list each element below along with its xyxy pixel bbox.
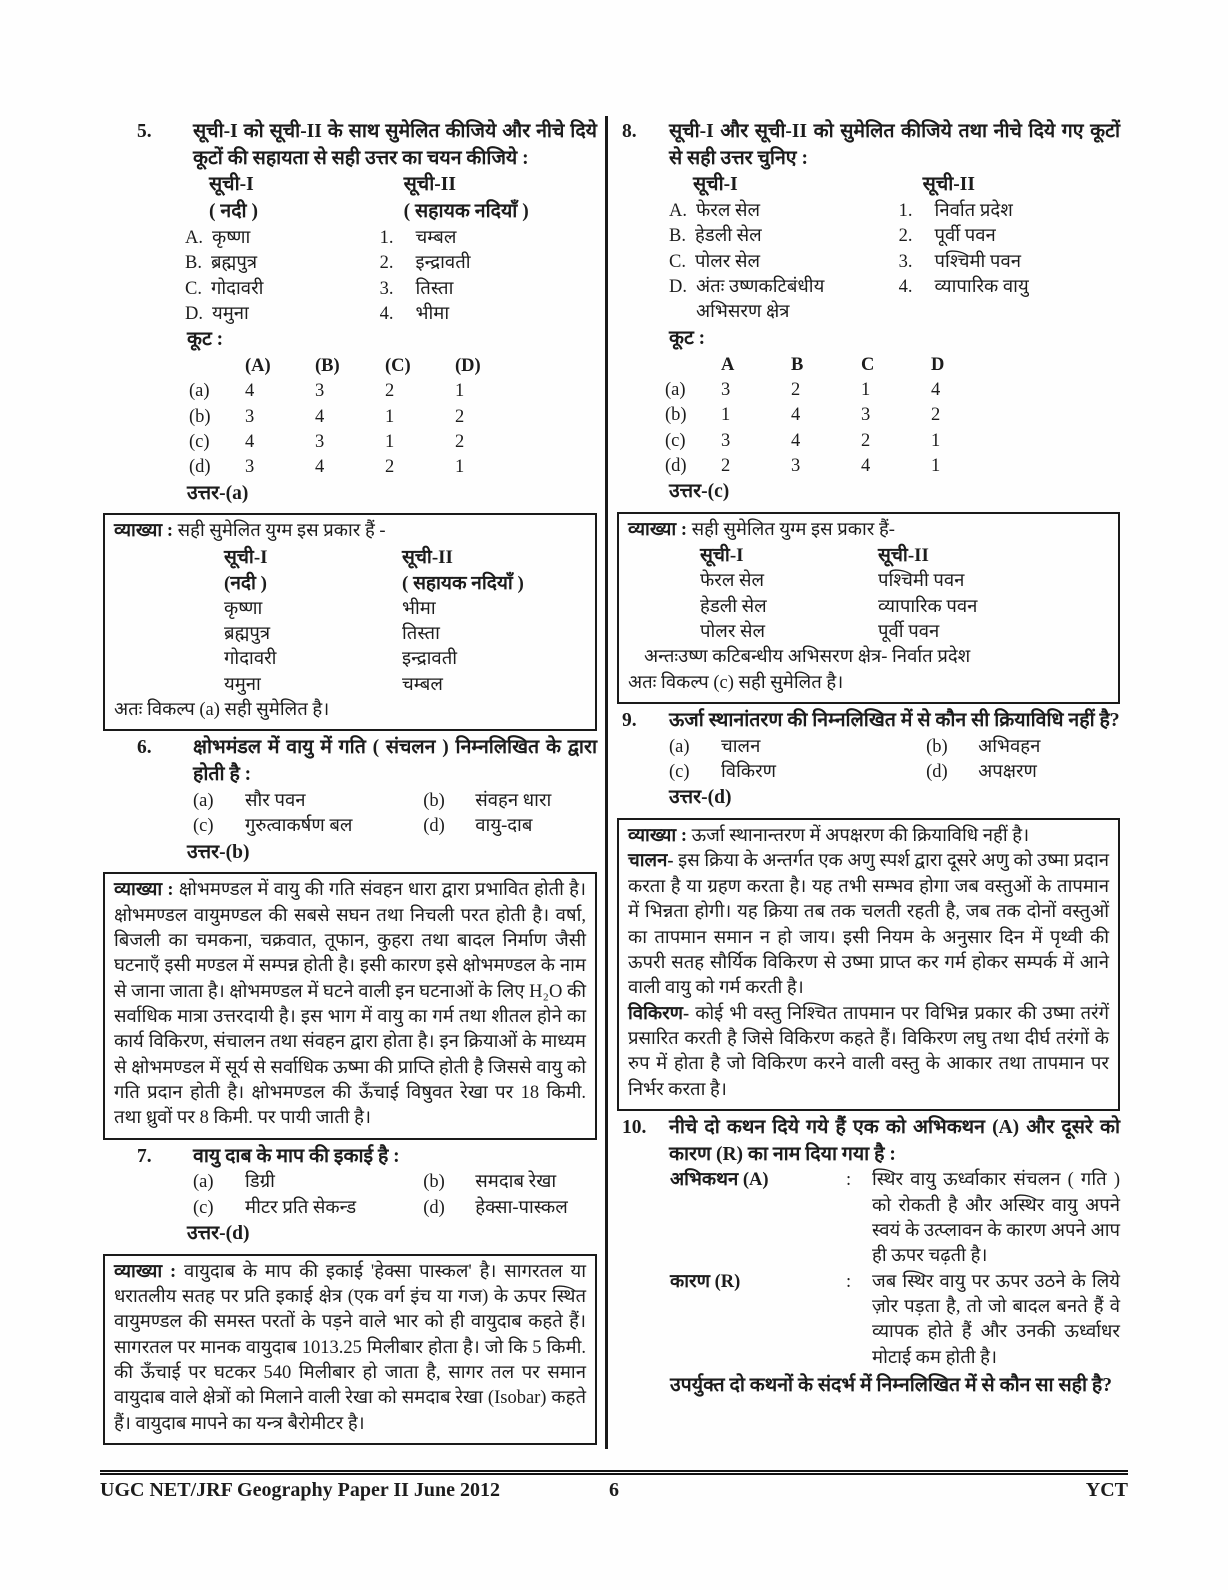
table-cell: 2 (385, 381, 395, 402)
list2-title: सूची-II (403, 174, 456, 196)
list2-subtitle: ( सहायक नदियाँ ) (403, 201, 529, 223)
reason-separator: : (846, 1271, 852, 1292)
assertion-separator: : (846, 1170, 852, 1191)
table-cell: 4 (791, 405, 801, 426)
explanation-intro: व्याख्या : ऊर्जा स्थानान्तरण में अपक्षरण की क्रियाविधि नहीं है। (628, 826, 1030, 847)
explanation-pairs: सूची-I सूची-II (नदी ) ( सहायक नदियाँ ) कृष्णा भीमा ब्रह्मपुत्र तिस्ता गोदावरी इन्द्रावती यमुना चम्बल (224, 545, 524, 698)
option-b: (b) समदाब रेखा (423, 1172, 557, 1193)
table-cell: 1 (385, 406, 395, 427)
question-number: 8. (622, 121, 637, 142)
question-number: 5. (137, 121, 152, 142)
table-cell: ब्रह्मपुत्र (224, 624, 271, 645)
table-cell: (a) (189, 381, 210, 402)
table-cell: 2 (861, 430, 871, 451)
closing-question: उपर्युक्त दो कथनों के संदर्भ में निम्नलिखित में से कौन सा सही है? (670, 1375, 1113, 1397)
list-2 (899, 172, 1120, 325)
table-row (189, 405, 525, 430)
table-cell: 2 (721, 455, 731, 476)
table-cell: 3 (245, 457, 255, 478)
list-1 (617, 172, 899, 325)
list-item: 2. पूर्वी पवन (898, 226, 996, 247)
table-row (189, 455, 525, 480)
table-cell: हेडली सेल (700, 596, 767, 617)
table-row (665, 378, 1001, 403)
table-cell: पोलर सेल (700, 622, 766, 642)
table-cell: गोदावरी (224, 649, 277, 670)
footer-publisher: YCT (1085, 1479, 1128, 1501)
table-cell: 1 (721, 405, 731, 426)
question-text: क्षोभमंडल में वायु में गति ( संचलन ) निम्नलिखित के द्वारा होती है : (193, 737, 597, 786)
table-cell: पश्चिमी पवन (878, 571, 965, 592)
list-item: 3. तिस्ता (379, 278, 454, 299)
question-8 (617, 119, 1120, 704)
explanation-box (103, 872, 597, 1139)
answer-line: उत्तर-(d) (187, 1223, 250, 1245)
table-cell: 2 (791, 379, 801, 400)
question-6 (103, 735, 597, 1139)
question-number: 7. (137, 1145, 152, 1167)
explanation-box (617, 818, 1120, 1111)
explanation-section-conduction: चालन- इस क्रिया के अन्तर्गत एक अणु स्पर्श द्वारा दूसरे अणु को उष्मा प्रदान करता है या ग्रहण करता है। यह तभी सम्भव होगा जब वस्तुओं के तापमान में भिन्नता होगी। यह क्रिया तब तक चलती रहती है, जब तक दोनों वस्तुओं का तापमान समान न हो जाय। इसी नियम के अनुसार दिन में पृथ्वी की ऊपरी सतह सौर्यिक विकिरण से उष्मा प्राप्त कर गर्म होकर सम्पर्क में आने वाली वायु को गर्म करती है। (628, 851, 1110, 999)
table-cell: यमुना (224, 674, 261, 695)
page-number: 6 (609, 1479, 619, 1501)
option-c: (c) विकिरण (669, 762, 777, 783)
question-5 (103, 119, 597, 731)
table-cell: (d) (665, 455, 687, 476)
table-cell: (b) (665, 405, 687, 426)
question-text: सूची-I और सूची-II को सुमेलित कीजिये तथा नीचे दिये गए कूटों से सही उत्तर चुनिए : (669, 121, 1120, 169)
table-row (665, 429, 1001, 454)
option-c: (c) मीटर प्रति सेकन्ड (193, 1197, 357, 1218)
list-item: 1. चम्बल (379, 227, 457, 248)
explanation-section-radiation: विकिरण- कोई भी वस्तु निश्चित तापमान पर विभिन्न प्रकार की उष्मा तरंगें प्रसारित करती है जिसे विकिरण कहते हैं। विकिरण लघु तथा दीर्घ तरंगों के रुप में होता है जो विकिरण करने वाली वस्तु के आकार तथा तापमान पर निर्भर करता है। (628, 1003, 1109, 1100)
option-a: (a) सौर पवन (193, 790, 306, 811)
left-column (103, 116, 605, 1449)
table-cell: फेरल सेल (700, 571, 765, 592)
options (103, 1170, 597, 1221)
table-row (700, 620, 977, 645)
explanation-conclusion: अतः विकल्प (c) सही सुमेलित है। (628, 672, 844, 693)
table-row (700, 569, 977, 594)
reason-row (617, 1270, 1120, 1371)
table-cell: इन्द्रावती (402, 649, 458, 670)
list-item: 1. निर्वात प्रदेश (898, 201, 1013, 222)
option-a: (a) चालन (669, 736, 761, 757)
list-item: 3. पश्चिमी पवन (898, 251, 1021, 272)
table-cell: (a) (665, 379, 686, 400)
table-cell: 3 (245, 406, 255, 427)
table-cell: 3 (791, 455, 801, 476)
table-cell: 1 (385, 431, 395, 452)
table-cell: 1 (931, 430, 941, 451)
table-cell: 3 (315, 431, 325, 452)
explanation-box (617, 512, 1120, 704)
explanation-conclusion: अतः विकल्प (a) सही सुमेलित है। (114, 700, 330, 721)
question-number: 10. (622, 1116, 647, 1138)
option-a: (a) डिग्री (193, 1172, 275, 1193)
table-cell: 4 (931, 379, 941, 400)
code-table (665, 353, 1001, 480)
list-item: 4. भीमा (379, 303, 450, 324)
right-column (608, 116, 1120, 1449)
question-9 (617, 708, 1120, 1111)
match-lists (103, 172, 597, 327)
table-cell: व्यापारिक पवन (878, 596, 978, 617)
table-cell: 4 (245, 431, 255, 452)
list-2 (380, 172, 597, 327)
explanation-pairs: सूची-I सूची-II फेरल सेल पश्चिमी पवन हेडली सेल व्यापारिक पवन पोलर सेल पूर्वी पवन (700, 543, 977, 645)
list-item: 2. इन्द्रावती (379, 253, 471, 274)
table-row (665, 454, 1001, 479)
page-content (103, 116, 1129, 1449)
table-cell: कृष्णा (224, 598, 263, 619)
list-item: A. कृष्णा (185, 227, 251, 248)
list1-title: सूची-I (209, 174, 254, 196)
table-cell: 1 (455, 381, 465, 402)
explanation-text: व्याख्या : वायुदाब के माप की इकाई 'हेक्सा पास्कल' है। सागरतल या धरातलीय सतह पर प्रति इकाई क्षेत्र (एक वर्ग इंच या गज) के ऊपर स्थित वायुमण्डल की समस्त परतों के पड़ने वाले भार को ही वायुदाब कहते हैं। सागरतल पर मानक वायुदाब 1013.25 मिलीबार होता है। जो कि 5 किमी. की ऊँचाई पर घटकर 540 मिलीबार हो जाता है, सागर तल पर समान वायुदाब वाले क्षेत्रों को मिलाने वाली रेखा को समदाब रेखा (Isobar) कहते हैं। वायुदाब मापने का यन्त्र बैरोमीटर है। (114, 1261, 586, 1434)
options (617, 735, 1120, 786)
answer-line: उत्तर-(a) (187, 482, 249, 504)
explanation-intro: व्याख्या : सही सुमेलित युग्म इस प्रकार हैं - (114, 521, 386, 542)
list-item: C. गोदावरी (185, 278, 264, 299)
question-text: ऊर्जा स्थानांतरण की निम्नलिखित में से कौन सी क्रियाविधि नहीं है? (669, 710, 1120, 732)
list-1 (103, 172, 380, 327)
reason-label: कारण (R) (670, 1271, 741, 1292)
table-row (224, 673, 524, 698)
table-cell: चम्बल (402, 674, 443, 695)
table-cell: (d) (189, 457, 211, 478)
list-item: B. हेडली सेल (669, 226, 762, 247)
explanation-box (103, 513, 597, 731)
option-b: (b) संवहन धारा (423, 790, 552, 811)
question-10 (617, 1115, 1120, 1400)
question-7 (103, 1144, 597, 1446)
table-cell: 1 (931, 455, 941, 476)
question-number: 9. (622, 710, 637, 732)
list-item: D. यमुना (185, 303, 249, 324)
list-item: D. अंतः उष्णकटिबंधीय अभिसरण क्षेत्र (669, 277, 825, 323)
table-cell: 2 (455, 431, 465, 452)
table-row (189, 430, 525, 455)
table-cell: (b) (189, 406, 211, 427)
list2-title: सूची-II (922, 174, 975, 196)
table-cell: 4 (315, 406, 325, 427)
match-lists (617, 172, 1120, 325)
table-cell: 4 (315, 457, 325, 478)
option-d: (d) वायु-दाब (423, 816, 533, 837)
question-text: सूची-I को सूची-II के साथ सुमेलित कीजिये और नीचे दिये कूटों की सहायता से सही उत्तर का चयन कीजिये : (193, 121, 597, 169)
list-item: B. ब्रह्मपुत्र (185, 253, 258, 274)
question-text: नीचे दो कथन दिये गये हैं एक को अभिकथन (A) और दूसरे को कारण (R) का नाम दिया गया है : (669, 1116, 1120, 1165)
table-row (224, 597, 524, 622)
table-cell: 3 (861, 405, 871, 426)
table-cell: भीमा (402, 598, 436, 619)
list1-title: सूची-I (693, 174, 738, 196)
option-c: (c) गुरुत्वाकर्षण बल (193, 816, 353, 837)
assertion-row (617, 1168, 1120, 1269)
table-cell: तिस्ता (402, 624, 440, 645)
explanation-extra: अन्तःउष्ण कटिबन्धीय अभिसरण क्षेत्र- निर्वात प्रदेश (644, 647, 971, 668)
question-number: 6. (137, 737, 152, 759)
table-row (224, 647, 524, 672)
table-row (189, 379, 525, 404)
table-cell: 2 (455, 406, 465, 427)
table-cell: 4 (791, 430, 801, 451)
option-d: (d) अपक्षरण (926, 762, 1037, 783)
table-cell: 1 (861, 379, 871, 400)
table-cell: 1 (455, 457, 465, 478)
table-row (665, 403, 1001, 428)
code-table (189, 354, 525, 481)
table-row (224, 622, 524, 647)
explanation-intro: व्याख्या : सही सुमेलित युग्म इस प्रकार हैं- (628, 519, 895, 540)
explanation-text: व्याख्या : क्षोभमण्डल में वायु की गति संवहन धारा द्वारा प्रभावित होती है। क्षोभमण्डल वायुमण्डल की सबसे सघन तथा निचली परत होती है। वर्षा, बिजली का चमकना, चक्रवात, तूफान, कुहरा तथा बादल निर्माण जैसी घटनाएँ इसी मण्डल में सम्पन्न होती है। इसी कारण इसे क्षोभमण्डल के नाम से जाना जाता है। क्षोभमण्डल में घटने वाली इन घटनाओं के लिए H₂O की सर्वाधिक मात्रा उत्तरदायी है। इस भाग में वायु का गर्म तथा शीतल होने का कार्य विकिरण, संचालन तथा संवहन द्वारा होता है। इन क्रियाओं के माध्यम से क्षोभमण्डल में सूर्य से सर्वाधिक ऊष्मा की प्राप्ति होती है जिससे वायु को गति प्रदान होती है। क्षोभमण्डल की ऊँचाई विषुवत रेखा पर 18 किमी. तथा ध्रुवों पर 8 किमी. पर पायी जाती है। (114, 880, 587, 1129)
table-cell: (c) (665, 430, 686, 451)
table-cell: 4 (245, 381, 255, 402)
list-item: 4. व्यापारिक वायु (898, 277, 1029, 298)
footer-book-title: UGC NET/JRF Geography Paper II June 2012 (100, 1479, 501, 1501)
table-cell: 3 (315, 381, 325, 402)
option-d: (d) हेक्सा-पास्कल (423, 1197, 568, 1218)
page-footer (100, 1470, 1128, 1502)
code-header-row: (A) (B) (C) (D) (245, 355, 481, 376)
table-cell: (c) (189, 431, 210, 452)
answer-line: उत्तर-(d) (669, 787, 732, 809)
explanation-box (103, 1254, 597, 1445)
answer-line: उत्तर-(c) (669, 481, 730, 503)
answer-line: उत्तर-(b) (187, 841, 250, 863)
table-cell: 4 (861, 455, 871, 476)
list-item: A. फेरल सेल (669, 201, 761, 222)
options (103, 789, 597, 840)
assertion-text: स्थिर वायु ऊर्ध्वाकार संचलन ( गति ) को रोकती है और अस्थिर वायु अपने स्वयं के उत्प्लावन के कारण अपने आप ही ऊपर चढ़ती है। (872, 1170, 1120, 1267)
code-label: कूट : (669, 327, 706, 349)
table-row (700, 595, 977, 620)
option-b: (b) अभिवहन (926, 736, 1041, 757)
table-cell: पूर्वी पवन (878, 622, 940, 642)
question-text: वायु दाब के माप की इकाई है : (193, 1145, 400, 1167)
assertion-label: अभिकथन (A) (670, 1170, 769, 1191)
table-cell: 2 (931, 405, 941, 426)
table-cell: 3 (721, 430, 731, 451)
table-cell: 2 (385, 457, 395, 478)
code-label: कूट : (187, 329, 224, 351)
code-header-row: A B C D (721, 354, 945, 375)
reason-text: जब स्थिर वायु पर ऊपर उठने के लिये ज़ोर पड़ता है, तो जो बादल बनते हैं वे व्यापक होते हैं और उनकी ऊर्ध्वाधर मोटाई कम होती है। (872, 1271, 1120, 1368)
list-item: C. पोलर सेल (669, 251, 761, 272)
table-cell: 3 (721, 379, 731, 400)
list1-subtitle: ( नदी ) (209, 201, 258, 223)
